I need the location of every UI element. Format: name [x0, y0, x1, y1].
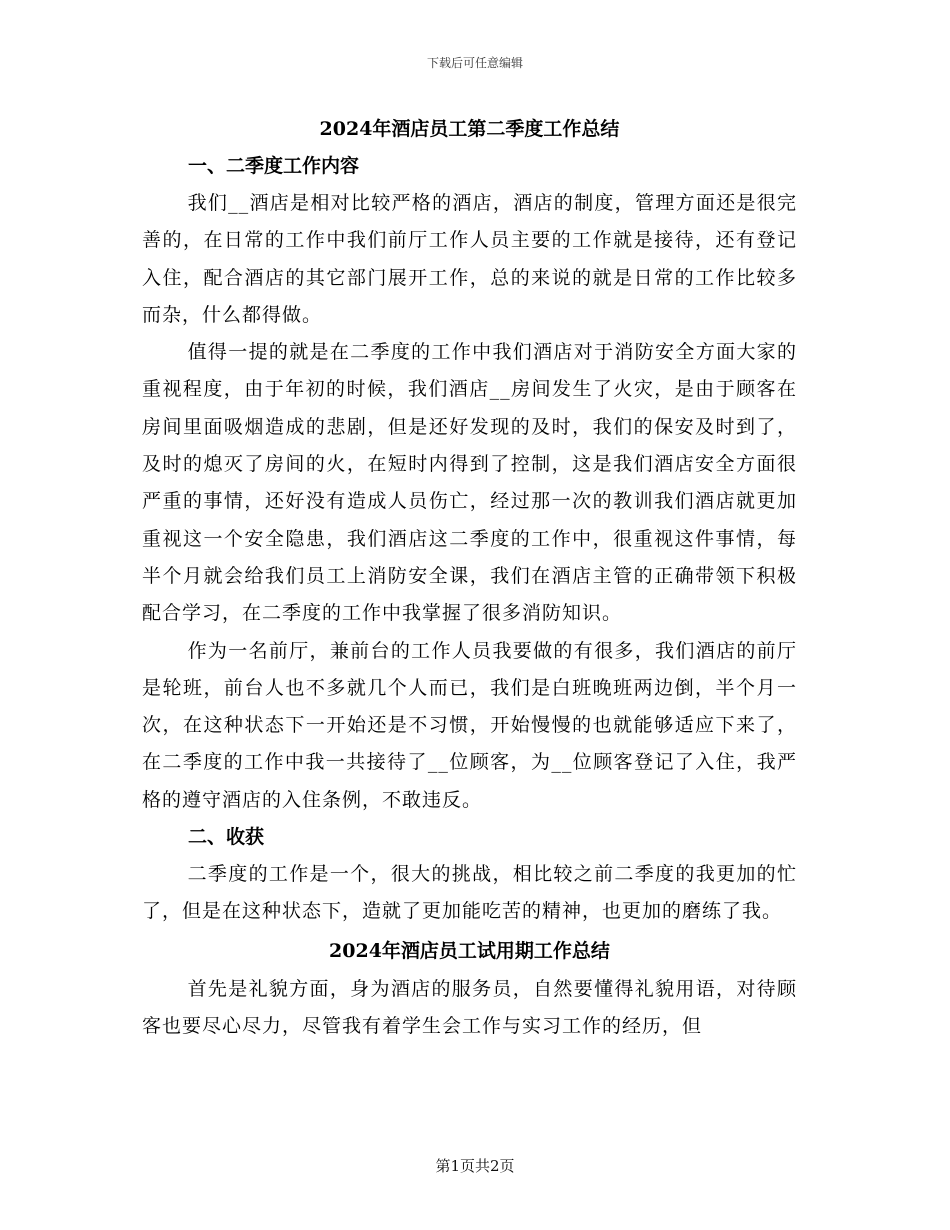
header-note: 下载后可任意编辑: [426, 56, 523, 70]
document-body: [142, 110, 797, 1045]
paragraph: 二季度的工作是一个，很大的挑战，相比较之前二季度的我更加的忙了，但是在这种状态下，造就了更加能吃苦的精神，也更加的磨练了我。: [142, 863, 797, 923]
paragraph: 值得一提的就是在二季度的工作中我们酒店对于消防安全方面大家的重视程度，由于年初的时候，我们酒店__房间发生了火灾，是由于顾客在房间里面吸烟造成的悲剧，但是还好发现的及时，我们的保安及时到了，及时的熄灭了房间的火，在短时内得到了控制，这是我们酒店安全方面很严重的事情，还好没有造成人员伤亡，经过那一次的教训我们酒店就更加重视这一个安全隐患，我们酒店这二季度的工作中，很重视这件事情，每半个月就会给我们员工上消防安全课，我们在酒店主管的正确带领下积极配合学习，在二季度的工作中我掌握了很多消防知识。: [142, 341, 797, 625]
section-heading-gains: 二、收获: [188, 826, 265, 849]
page-number-footer: 第1页共2页: [435, 1157, 515, 1175]
paragraph: 我们__酒店是相对比较严格的酒店，酒店的制度，管理方面还是很完善的，在日常的工作中我们前厅工作人员主要的工作就是接待，还有登记入住，配合酒店的其它部门展开工作，总的来说的就是日常的工作比较多而杂，什么都得做。: [142, 192, 797, 326]
section-heading-work-content: 一、二季度工作内容: [188, 155, 360, 177]
second-document-title: 2024年酒店员工试用期工作总结: [329, 939, 610, 962]
paragraph: 作为一名前厅，兼前台的工作人员我要做的有很多，我们酒店的前厅是轮班，前台人也不多就几个人而已，我们是白班晚班两边倒，半个月一次，在这种状态下一开始还是不习惯，开始慢慢的也就能够适应下来了，在二季度的工作中我一共接待了__位顾客，为__位顾客登记了入住，我严格的遵守酒店的入住条例，不敢违反。: [142, 639, 797, 811]
paragraph: 首先是礼貌方面，身为酒店的服务员，自然要懂得礼貌用语，对待顾客也要尽心尽力，尽管我有着学生会工作与实习工作的经历，但: [142, 977, 797, 1037]
document-title: 2024年酒店员工第二季度工作总结: [319, 118, 620, 140]
